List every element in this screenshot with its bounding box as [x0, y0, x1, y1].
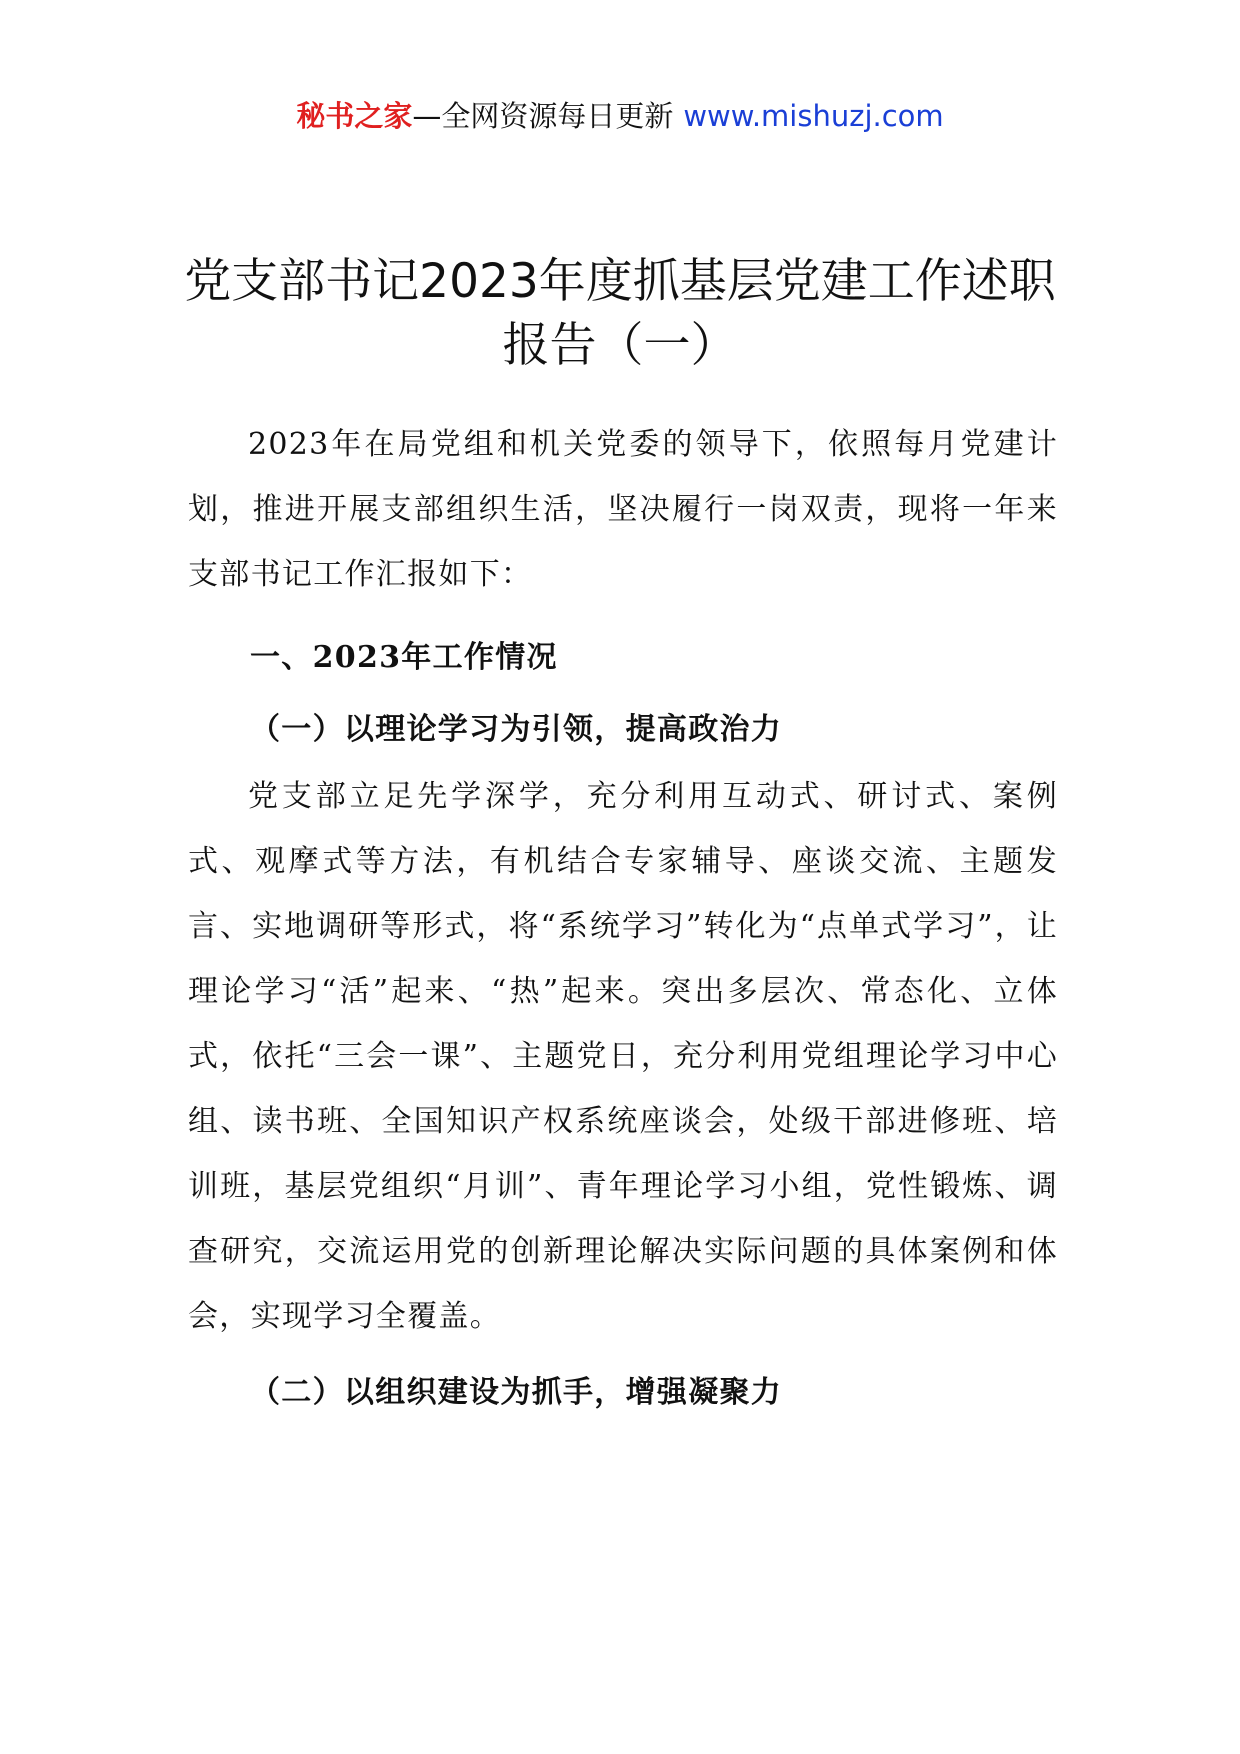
title-line-2: 报告（一） [502, 318, 738, 373]
site-tagline: —全网资源每日更新 [412, 99, 674, 133]
body-paragraph: 党支部立足先学深学，充分利用互动式、研讨式、案例式、观摩式等方法，有机结合专家辅导、座谈交流、主题发言、实地调研等形式，将“系统学习”转化为“点单式学习”，让理论学习“活”起来、“热”起来。突出多层次、常态化、立体式，依托“三会一课”、主题党日，充分利用党组理论学习中心组、读书班、全国知识产权系统座谈会，处级干部进修班、培训班，基层党组织“月训”、青年理论学习小组，党性锻炼、调查研究，交流运用党的创新理论解决实际问题的具体案例和体会，实现学习全覆盖。 [188, 779, 1058, 1334]
document-title [170, 250, 1070, 378]
site-url[interactable]: www.mishuzj.com [683, 99, 944, 133]
subsection-heading: （一）以理论学习为引领，提高政治力 [250, 712, 783, 747]
subsection-heading: （二）以组织建设为抓手，增强凝聚力 [250, 1375, 783, 1410]
site-brand: 秘书之家 [296, 99, 413, 133]
section-heading: 一、2023年工作情况 [250, 640, 558, 675]
site-banner [0, 96, 1240, 136]
spacer [188, 1349, 1058, 1360]
intro-paragraph: 2023年在局党组和机关党委的领导下，依照每月党建计划，推进开展支部组织生活，坚决履行一岗双责，现将一年来支部书记工作汇报如下： [188, 427, 1058, 592]
spacer [188, 690, 1058, 697]
title-line-1: 党支部书记2023年度抓基层党建工作述职 [184, 254, 1056, 309]
document-body [188, 412, 1058, 1425]
spacer [188, 607, 1058, 625]
